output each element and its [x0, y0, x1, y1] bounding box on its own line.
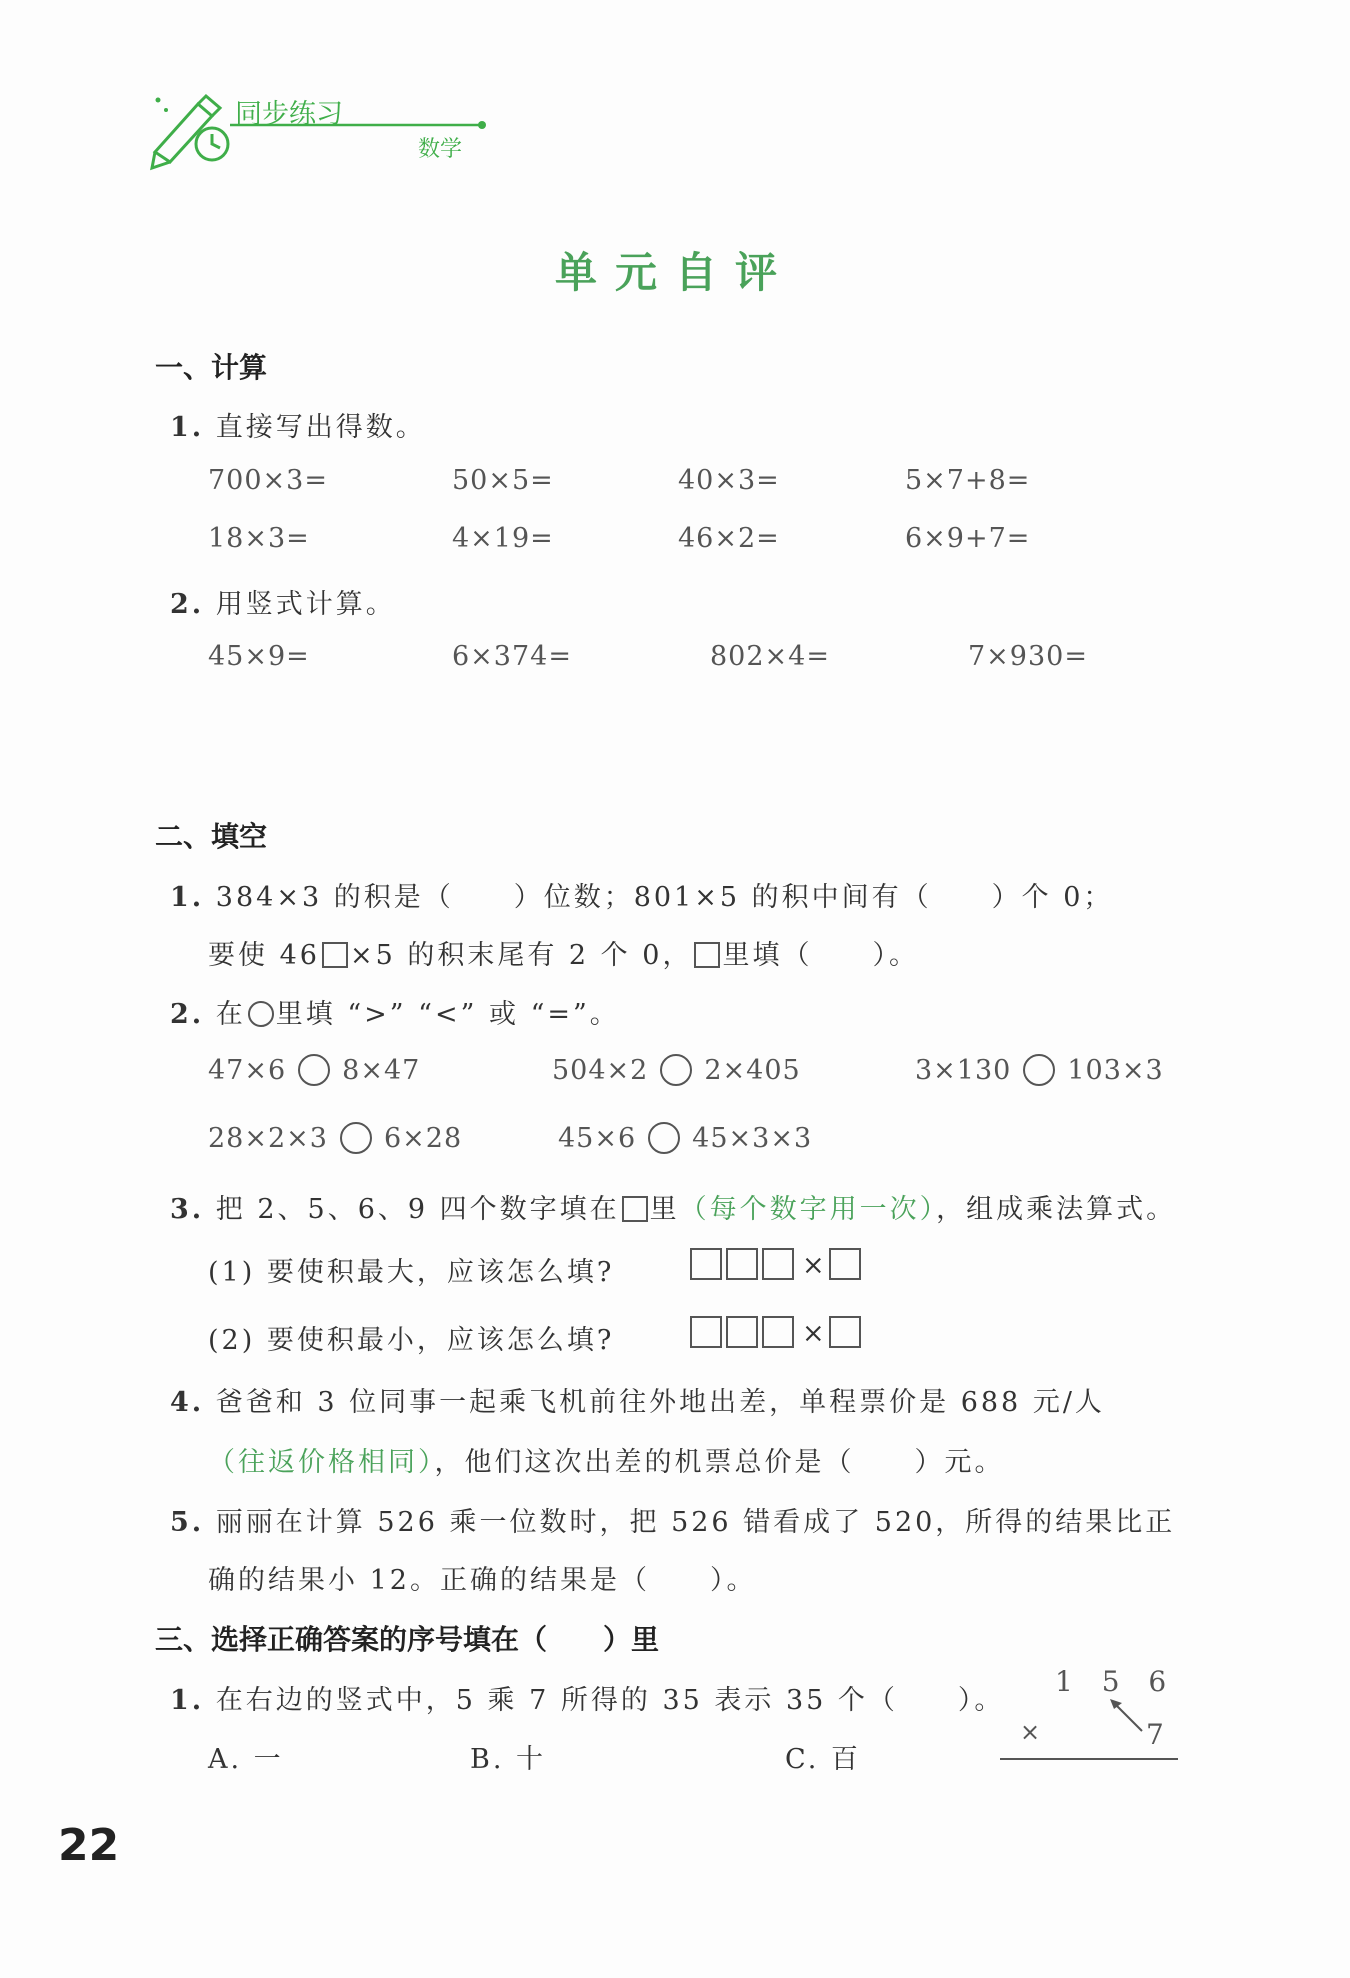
option-a[interactable]: A. 一 [208, 1744, 284, 1775]
text-fragment: 在 [215, 999, 246, 1030]
question-number: 2. [170, 589, 205, 620]
s2-q5-line1 [170, 1500, 1175, 1539]
s2-q5-line2 [208, 1558, 756, 1597]
expression: 46×2= [678, 523, 780, 554]
digit-box[interactable] [762, 1316, 794, 1348]
s2-q1-line2 [208, 933, 919, 972]
text-fragment: ×5 的积末尾有 2 个 0， [349, 940, 693, 971]
section-1-heading: 一、计算 [155, 351, 268, 384]
section-2-heading: 二、填空 [155, 820, 268, 853]
digit-box[interactable] [762, 1248, 794, 1280]
s2-q4-line1 [170, 1380, 1105, 1419]
logo-title: 同步练习 [235, 99, 343, 130]
option-c[interactable]: C. 百 [785, 1744, 861, 1775]
option-b[interactable]: B. 十 [470, 1744, 547, 1775]
digit-box[interactable] [829, 1316, 861, 1348]
page-number: 22 [58, 1820, 120, 1871]
left-expr: 47×6 [208, 1055, 287, 1086]
expression: 50×5= [452, 465, 554, 496]
compare-circle[interactable] [340, 1122, 372, 1154]
left-expr: 28×2×3 [208, 1123, 328, 1154]
question-number: 2. [170, 999, 205, 1030]
text-fragment: ，他们这次出差的机票总价是（ ）元。 [434, 1447, 1005, 1478]
sub-question-text: (2) 要使积最小，应该怎么填? [208, 1325, 615, 1356]
answer-boxes [690, 1316, 865, 1349]
compare-item [208, 1054, 420, 1086]
answer-boxes [690, 1248, 865, 1281]
expression: 6×374= [452, 641, 572, 672]
compare-item [208, 1122, 462, 1154]
expression: 700×3= [208, 465, 328, 496]
right-expr: 8×47 [342, 1055, 421, 1086]
blank-box [694, 942, 720, 968]
left-expr: 504×2 [552, 1055, 649, 1086]
s3-q1 [170, 1678, 1004, 1717]
hint-text: （往返价格相同） [208, 1447, 435, 1478]
blank-box[interactable] [322, 942, 348, 968]
question-number: 4. [170, 1387, 205, 1418]
times-sign: × [802, 1250, 825, 1281]
question-text: 用竖式计算。 [215, 589, 396, 620]
right-expr: 6×28 [383, 1123, 463, 1154]
left-expr: 3×130 [915, 1055, 1012, 1086]
compare-item [552, 1054, 801, 1086]
compare-item [915, 1054, 1164, 1086]
digit-box[interactable] [726, 1248, 758, 1280]
question-text: 丽丽在计算 526 乘一位数时，把 526 错看成了 520，所得的结果比正 [215, 1507, 1176, 1538]
right-expr: 45×3×3 [692, 1123, 813, 1154]
vertical-bottom-number: 7 [1146, 1718, 1164, 1751]
s2-q3 [170, 1187, 1176, 1226]
text-fragment: ，组成乘法算式。 [936, 1194, 1177, 1225]
compare-circle[interactable] [660, 1054, 692, 1086]
right-expr: 2×405 [704, 1055, 801, 1086]
logo-subtitle: 数学 [418, 137, 463, 162]
expression: 7×930= [968, 641, 1088, 672]
question-number: 1. [170, 412, 205, 443]
digit-box[interactable] [690, 1248, 722, 1280]
compare-circle[interactable] [298, 1054, 330, 1086]
right-expr: 103×3 [1067, 1055, 1164, 1086]
s1-q1 [170, 405, 426, 444]
digit-box[interactable] [690, 1316, 722, 1348]
s2-q3-sub1 [208, 1250, 614, 1289]
question-text: 确的结果小 12。正确的结果是（ ）。 [208, 1565, 757, 1596]
question-text: 直接写出得数。 [215, 412, 426, 443]
section-3-heading: 三、选择正确答案的序号填在（ ）里 [155, 1623, 660, 1656]
compare-circle[interactable] [648, 1122, 680, 1154]
question-number: 5. [170, 1507, 205, 1538]
question-number: 3. [170, 1194, 205, 1225]
digit-box[interactable] [829, 1248, 861, 1280]
vertical-underline [1000, 1758, 1178, 1760]
s2-q2 [170, 992, 620, 1031]
digit-box[interactable] [726, 1316, 758, 1348]
expression: 802×4= [710, 641, 830, 672]
text-fragment: 里填（ ）。 [722, 940, 919, 971]
s2-q4-line2 [208, 1440, 1005, 1479]
expression: 45×9= [208, 641, 310, 672]
s2-q1-line1 [170, 875, 1113, 914]
question-text: 384×3 的积是（ ）位数；801×5 的积中间有（ ）个 0； [215, 882, 1114, 913]
arrow-icon [1100, 1695, 1150, 1735]
circle-icon [248, 1001, 274, 1027]
vertical-top-number: 1 5 6 [1055, 1665, 1177, 1698]
expression: 18×3= [208, 523, 310, 554]
text-fragment: 把 2、5、6、9 四个数字填在 [215, 1194, 620, 1225]
question-text: 爸爸和 3 位同事一起乘飞机前往外地出差，单程票价是 688 元/人 [215, 1387, 1105, 1418]
question-number: 1. [170, 882, 205, 913]
sub-question-text: (1) 要使积最大，应该怎么填? [208, 1257, 615, 1288]
expression: 40×3= [678, 465, 780, 496]
hint-text: （每个数字用一次） [679, 1194, 937, 1225]
question-text: 在右边的竖式中，5 乘 7 所得的 35 表示 35 个（ ）。 [215, 1685, 1005, 1716]
left-expr: 45×6 [558, 1123, 637, 1154]
page-title: 单元自评 [554, 248, 795, 297]
text-fragment: 里 [649, 1194, 680, 1225]
expression: 6×9+7= [905, 523, 1031, 554]
text-fragment: 里填 “>” “<” 或 “=”。 [275, 999, 620, 1030]
text-fragment: 要使 46 [208, 940, 320, 971]
blank-box [622, 1196, 648, 1222]
times-sign: × [802, 1318, 825, 1349]
s1-q2 [170, 582, 396, 621]
compare-circle[interactable] [1023, 1054, 1055, 1086]
s2-q3-sub2 [208, 1318, 614, 1357]
expression: 5×7+8= [905, 465, 1031, 496]
question-number: 1. [170, 1685, 205, 1716]
expression: 4×19= [452, 523, 554, 554]
compare-item [558, 1122, 812, 1154]
vertical-times-sign: × [1020, 1718, 1041, 1746]
